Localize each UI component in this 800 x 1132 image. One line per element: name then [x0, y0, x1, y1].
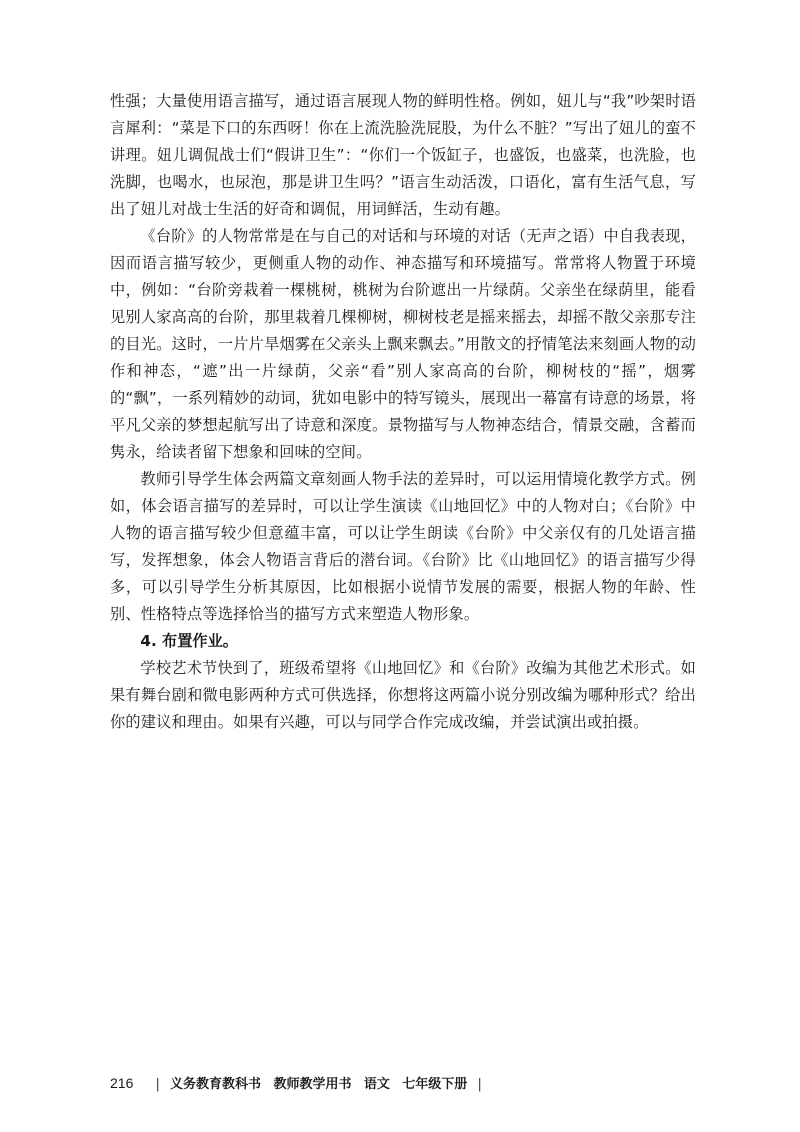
footer-grade: 七年级下册	[402, 1077, 468, 1092]
paragraph-taijie-analysis: 《台阶》的人物常常是在与自己的对话和与环境的对话（无声之语）中自我表现，因而语言描写较少，更侧重人物的动作、神态描写和环境描写。常常将人物置于环境中，例如：“台阶旁栽着一棵桃树，桃树为台阶遮出一片绿荫。父亲坐在绿荫里，能看见别人家高高的台阶，那里栽着几棵柳树，柳树枝老是摇来摇去，却摇不散父亲那专注的目光。这时，一片片旱烟雾在父亲头上飘来飘去。”用散文的抒情笔法来刻画人物的动作和神态，“遮”出一片绿荫，父亲“看”别人家高高的台阶，柳树枝的“摇”，烟雾的“飘”，一系列精妙的动词，犹如电影中的特写镜头，展现出一幕富有诗意的场景，将平凡父亲的梦想起航写出了诗意和深度。景物描写与人物神态结合，情景交融，含蓄而隽永，给读者留下想象和回味的空间。	[110, 227, 696, 461]
page-number: 216	[110, 1075, 134, 1091]
page-body	[110, 88, 696, 736]
footer-separator: |	[155, 1077, 160, 1092]
footer-book-type: 教师教学用书	[273, 1077, 352, 1092]
page-footer	[110, 1074, 488, 1094]
section-heading-homework: 4. 布置作业。	[140, 632, 238, 650]
paragraph-homework: 学校艺术节快到了，班级希望将《山地回忆》和《台阶》改编为其他艺术形式。如果有舞台剧和微电影两种方式可供选择，你想将这两篇小说分别改编为哪种形式？给出你的建议和理由。如果有兴趣，可以与同学合作完成改编，并尝试演出或拍摄。	[110, 659, 696, 731]
footer-trailing-separator: |	[477, 1077, 482, 1092]
paragraph-continued: 性强；大量使用语言描写，通过语言展现人物的鲜明性格。例如，妞儿与“我”吵架时语言犀利：“菜是下口的东西呀！你在上流洗脸洗屁股，为什么不脏？”写出了妞儿的蛮不讲理。妞儿调侃战士们“假讲卫生”：“你们一个饭缸子，也盛饭，也盛菜，也洗脸，也洗脚，也喝水，也尿泡，那是讲卫生吗？”语言生动活泼，口语化，富有生活气息，写出了妞儿对战士生活的好奇和调侃，用词鲜活，生动有趣。	[110, 92, 696, 218]
footer-subject: 语文	[363, 1077, 390, 1092]
paragraph-teaching-method: 教师引导学生体会两篇文章刻画人物手法的差异时，可以运用情境化教学方式。例如，体会语言描写的差异时，可以让学生演读《山地回忆》中的人物对白；《台阶》中人物的语言描写较少但意蕴丰富，可以让学生朗读《台阶》中父亲仅有的几处语言描写，发挥想象，体会人物语言背后的潜台词。《台阶》比《山地回忆》的语言描写少得多，可以引导学生分析其原因，比如根据小说情节发展的需要，根据人物的年龄、性别、性格特点等选择恰当的描写方式来塑造人物形象。	[110, 470, 696, 623]
footer-book-series: 义务教育教科书	[170, 1077, 262, 1092]
